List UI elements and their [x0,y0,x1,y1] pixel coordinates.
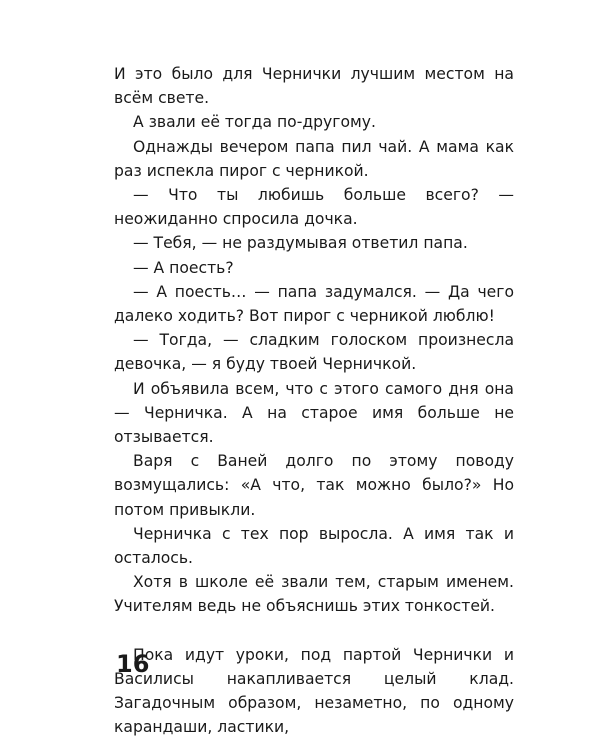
paragraph: Однажды вечером папа пил чай. А мама как раз испекла пирог с черникой. [114,137,514,180]
paragraph: И это было для Чернички лучшим местом на всём свете. [114,65,514,108]
paragraph: Пока идут уроки, под партой Чернички и Василисы накапливается целый клад. Загадочным образом, незаметно, по одному карандаши, ластики, [114,645,514,737]
main-text [114,62,514,739]
paragraph: И объявила всем, что с этого самого дня она — Черничка. А на старое имя больше не отзывается. [114,379,514,447]
paragraph: — А поесть? [133,258,234,277]
paragraph: А звали её тогда по-другому. [133,113,376,132]
paragraph: — Тебя, — не раздумывая ответил папа. [133,234,468,253]
paragraph: Черничка с тех пор выросла. А имя так и осталось. [114,524,514,568]
paragraph: Хотя в школе её звали тем, старым именем. Учителям ведь не объяснишь этих тонкостей. [114,573,514,616]
paragraph: — Тогда, — сладким голоском произнесла девочка, — я буду твоей Черничкой. [114,331,514,374]
page-number: 16 [116,650,150,678]
paragraph: Варя с Ваней долго по этому поводу возмущались: «А что, так можно было?» Но потом привыкли. [114,452,514,519]
paragraph: — А поесть… — папа задумался. — Да чего далеко ходить? Вот пирог с черникой люблю! [114,282,514,326]
paragraph: — Что ты любишь больше всего? — неожиданно спросила дочка. [114,186,514,229]
section-gap [114,619,514,643]
